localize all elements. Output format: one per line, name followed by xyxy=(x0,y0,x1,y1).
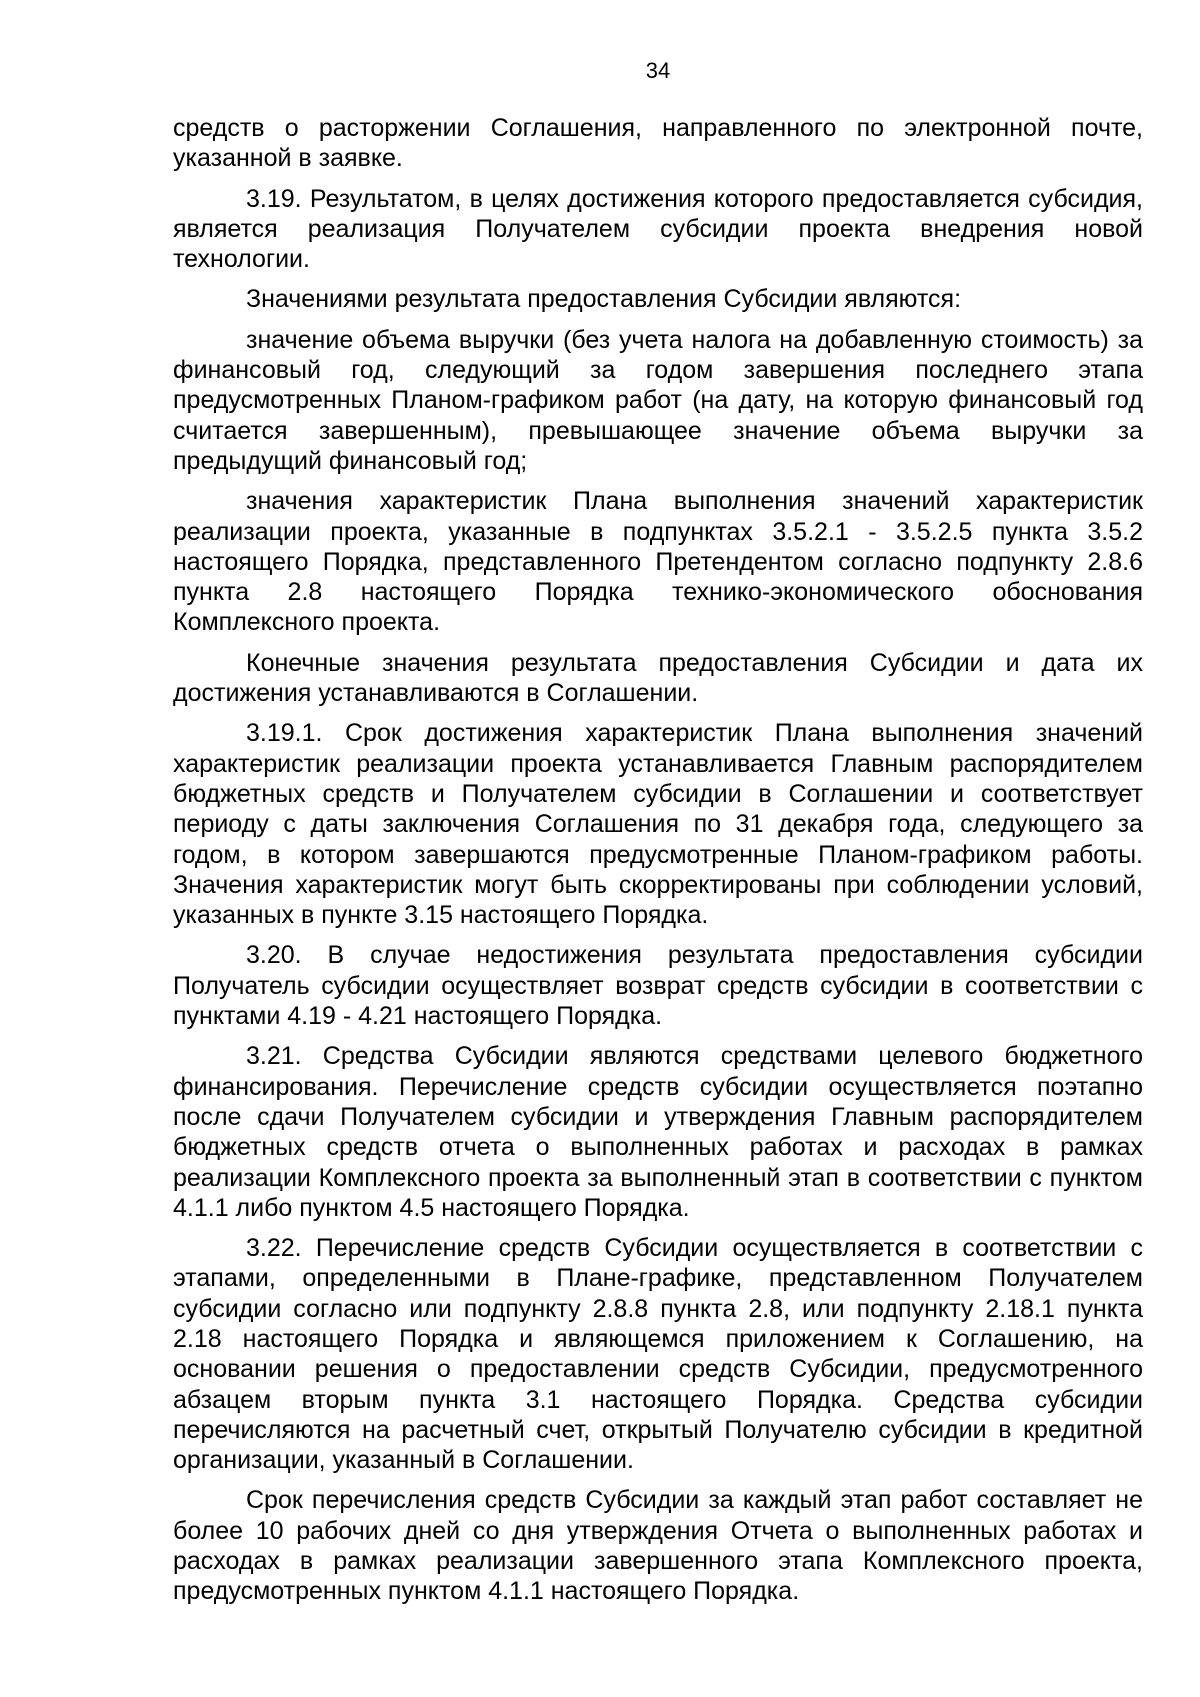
paragraph-characteristics-values: значения характеристик Плана выполнения значений характеристик реализации проекта, указанные в подпунктах 3.5.2.1 - 3.5.2.5 пункта 3.5.2 настоящего Порядка, представленного Претендентом согласно подпункту 2.8.6 пункта 2.8 настоящего Порядка технико-экономического обоснования Комплексного проекта. xyxy=(173,487,1143,637)
paragraph-3-20: 3.20. В случае недостижения результата предоставления субсидии Получатель субсидии осуществляет возврат средств субсидии в соответствии с пунктами 4.19 - 4.21 настоящего Порядка. xyxy=(173,941,1143,1031)
paragraph-final-values: Конечные значения результата предоставления Субсидии и дата их достижения устанавливаются в Соглашении. xyxy=(173,648,1143,708)
paragraph-revenue-value: значение объема выручки (без учета налога на добавленную стоимость) за финансовый год, следующий за годом завершения последнего этапа предусмотренных Планом-графиком работ (на дату, на которую финансовый год считается завершенным), превышающее значение объема выручки за предыдущий финансовый год; xyxy=(173,325,1143,475)
paragraph-3-22: 3.22. Перечисление средств Субсидии осуществляется в соответствии с этапами, определенными в Плане-графике, представленном Получателем субсидии согласно или подпункту 2.8.8 пункта 2.8, или подпункту 2.18.1 пункта 2.18 настоящего Порядка и являющемся приложением к Соглашению, на основании решения о предоставлении средств Субсидии, предусмотренного абзацем вторым пункта 3.1 настоящего Порядка. Средства субсидии перечисляются на расчетный счет, открытый Получателю субсидии в кредитной организации, указанный в Соглашении. xyxy=(173,1234,1143,1475)
paragraph-3-19: 3.19. Результатом, в целях достижения которого предоставляется субсидия, является реализация Получателем субсидии проекта внедрения новой технологии. xyxy=(173,184,1143,274)
page-number: 34 xyxy=(645,58,671,83)
paragraph-3-19-1: 3.19.1. Срок достижения характеристик Плана выполнения значений характеристик реализации проекта устанавливается Главным распорядителем бюджетных средств и Получателем субсидии в Соглашении и соответствует периоду с даты заключения Соглашения по 31 декабря года, следующего за годом, в котором завершаются предусмотренные Планом-графиком работы. Значения характеристик могут быть скорректированы при соблюдении условий, указанных в пункте 3.15 настоящего Порядка. xyxy=(173,719,1143,930)
paragraph-3-21: 3.21. Средства Субсидии являются средствами целевого бюджетного финансирования. Перечисление средств субсидии осуществляется поэтапно после сдачи Получателем субсидии и утверждения Главным распорядителем бюджетных средств отчета о выполненных работах и расходах в рамках реализации Комплексного проекта за выполненный этап в соответствии с пунктом 4.1.1 либо пунктом 4.5 настоящего Порядка. xyxy=(173,1042,1143,1222)
paragraph-transfer-term: Срок перечисления средств Субсидии за каждый этап работ составляет не более 10 рабочих дней со дня утверждения Отчета о выполненных работах и расходах в рамках реализации завершенного этапа Комплексного проекта, предусмотренных пунктом 4.1.1 настоящего Порядка. xyxy=(173,1486,1143,1606)
document-body xyxy=(173,113,1143,1617)
paragraph-result-values-intro: Значениями результата предоставления Субсидии являются: xyxy=(246,285,962,314)
paragraph-continuation: средств о расторжении Соглашения, направленного по электронной почте, указанной в заявке. xyxy=(173,114,1143,173)
